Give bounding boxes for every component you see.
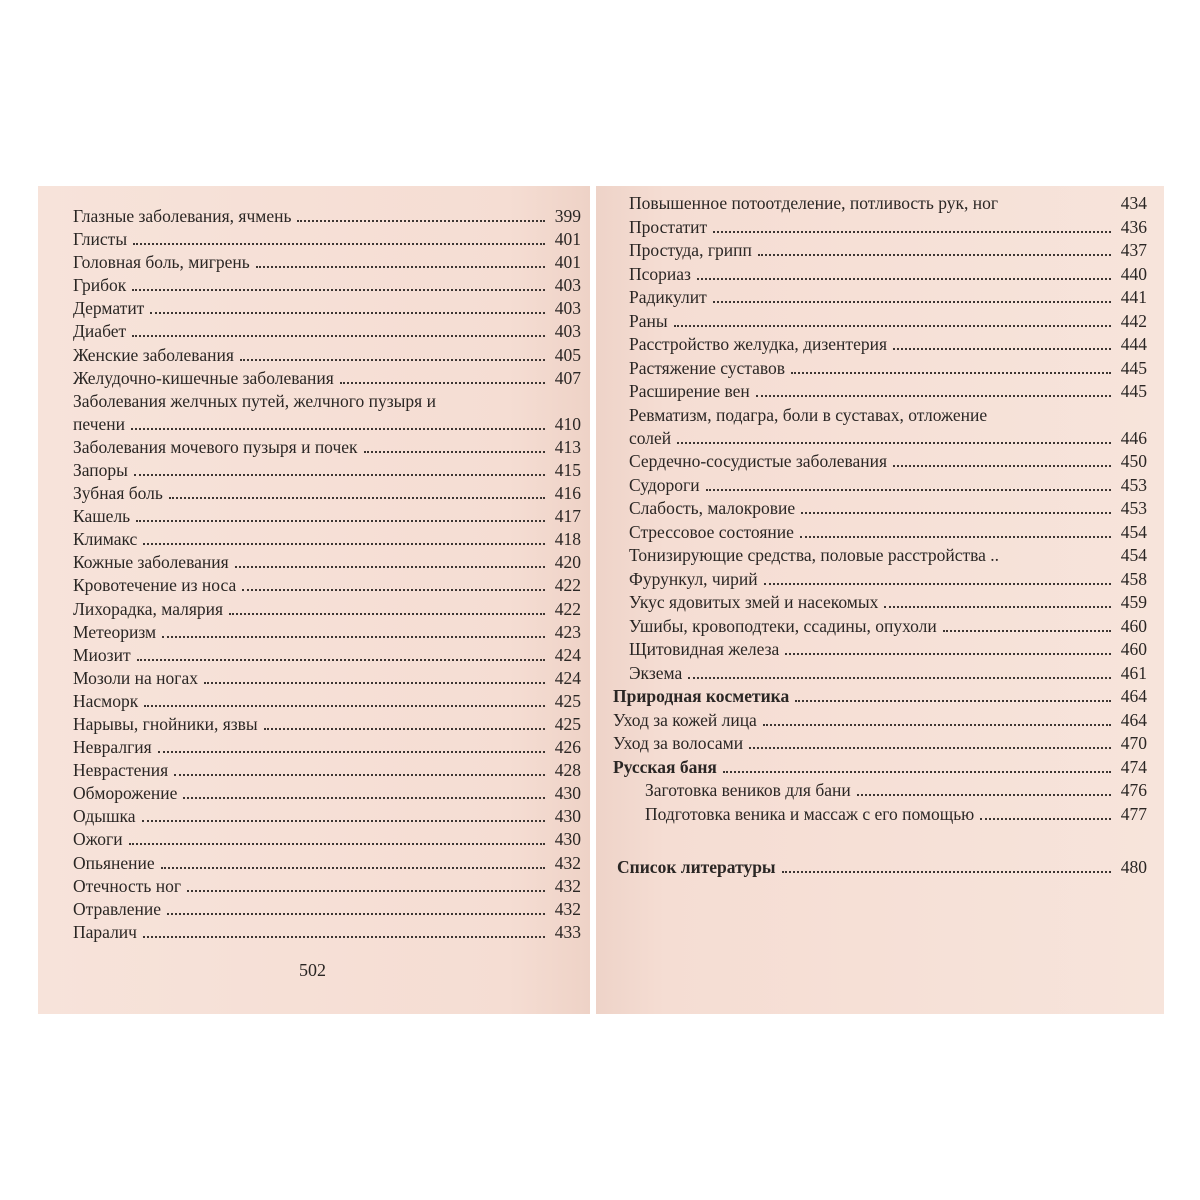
toc-entry: Миозит 424 [73,644,581,665]
toc-entry: Тонизирующие средства, половые расстройства .. 454 [629,545,1147,565]
toc-entry: Простатит 436 [629,216,1147,237]
toc-entry: Радикулит 441 [629,287,1147,307]
left-toc-list [73,205,581,944]
toc-entry: Лихорадка, малярия 422 [73,598,581,619]
toc-entry: Расширение вен 445 [629,381,1147,401]
toc-entry: Запоры 415 [73,459,581,480]
toc-entry: Опьянение 432 [73,852,581,873]
toc-subsection: Подготовка веника и массаж с его помощью 477 [645,803,1147,824]
page-number: 502 [299,960,326,980]
toc-entry: Насморк 425 [73,690,581,711]
right-page [596,186,1164,1014]
toc-entry: Заболевания желчных путей, желчного пузыря и печени 410 [73,390,581,434]
toc-entry: Укус ядовитых змей и насекомых 459 [629,592,1147,612]
toc-entry: Сердечно-сосудистые заболевания 450 [629,451,1147,471]
toc-entry: Кровотечение из носа 422 [73,575,581,596]
toc-entry: Кашель 417 [73,506,581,527]
toc-entry: Раны 442 [629,310,1147,331]
toc-entry: Глазные заболевания, ячмень 399 [73,206,581,226]
toc-entry: Диабет 403 [73,321,581,342]
toc-entry: Отечность ног 432 [73,875,581,896]
toc-entry: Расстройство желудка, дизентерия 444 [629,334,1147,354]
toc-entry: Экзема 461 [629,662,1147,683]
toc-entry: Щитовидная железа 460 [629,639,1147,659]
toc-entry: Повышенное потоотделение, потливость рук, ног 434 [629,193,1147,213]
toc-entry: Ожоги 430 [73,829,581,850]
toc-entry: Простуда, грипп 437 [629,240,1147,260]
toc-entry: Обморожение 430 [73,783,581,804]
toc-entry: Женские заболевания 405 [73,344,581,365]
spacer [629,826,1147,856]
toc-entry: Мозоли на ногах 424 [73,667,581,688]
toc-entry: Фурункул, чирий 458 [629,568,1147,589]
right-toc-list [613,192,1147,880]
toc-entry: Стрессовое состояние 454 [629,521,1147,542]
toc-entry: Головная боль, мигрень 401 [73,252,581,273]
toc-subsection: Заготовка веников для бани 476 [645,780,1147,800]
toc-entry: Судороги 453 [629,474,1147,495]
toc-section: Природная косметика 464 [613,686,1147,706]
toc-entry: Ревматизм, подагра, боли в суставах, отложение солей 446 [629,404,1147,448]
toc-entry: Зубная боль 416 [73,483,581,504]
toc-entry: Желудочно-кишечные заболевания 407 [73,367,581,388]
toc-entry: Невралгия 426 [73,737,581,758]
toc-entry: Растяжение суставов 445 [629,357,1147,378]
toc-entry: Отравление 432 [73,898,581,919]
toc-bibliography: Список литературы 480 [617,857,1147,877]
toc-entry: Псориаз 440 [629,263,1147,284]
toc-entry: Дерматит 403 [73,298,581,319]
toc-entry: Заболевания мочевого пузыря и почек 413 [73,436,581,457]
left-page [38,186,592,1014]
toc-entry: Кожные заболевания 420 [73,552,581,573]
toc-entry: Климакс 418 [73,529,581,550]
toc-entry: Паралич 433 [73,921,581,942]
toc-entry: Метеоризм 423 [73,621,581,642]
toc-section: Уход за волосами 470 [613,733,1147,753]
toc-entry: Неврастения 428 [73,760,581,781]
toc-entry: Глисты 401 [73,229,581,250]
toc-section: Уход за кожей лица 464 [613,709,1147,730]
toc-entry: Слабость, малокровие 453 [629,498,1147,518]
toc-entry: Грибок 403 [73,275,581,296]
toc-entry: Одышка 430 [73,806,581,827]
toc-entry: Ушибы, кровоподтеки, ссадины, опухоли 460 [629,615,1147,636]
book-spread [38,186,1164,1014]
toc-section: Русская баня 474 [613,756,1147,777]
toc-entry: Нарывы, гнойники, язвы 425 [73,713,581,734]
